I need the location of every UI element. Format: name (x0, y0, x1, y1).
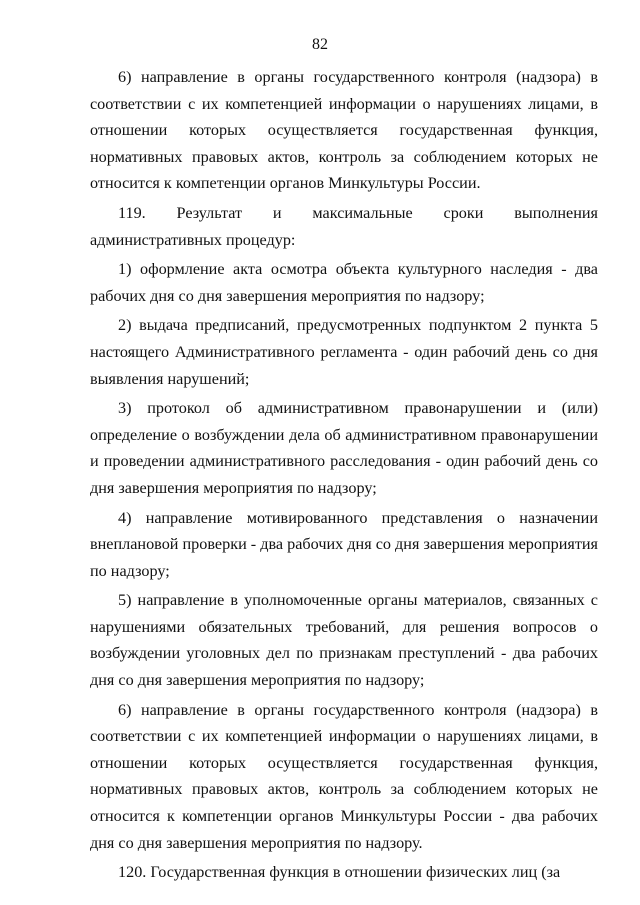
paragraph-119-item-2: 2) выдача предписаний, предусмотренных подпунктом 2 пункта 5 настоящего Административного регламента - один рабочий день со дня выявления нарушений; (90, 316, 598, 388)
paragraph-120-start: 120. Государственная функция в отношении физических лиц (за (118, 863, 561, 882)
paragraph-119-item-1: 1) оформление акта осмотра объекта культурного наследия - два рабочих дня со дня завершения мероприятия по надзору; (90, 260, 598, 305)
document-body (90, 64, 598, 886)
paragraph-119-item-3: 3) протокол об административном правонарушении и (или) определение о возбуждении дела об административном правонарушении и проведении административного расследования - один рабочий день со дня завершения мероприятия по надзору; (90, 399, 598, 497)
paragraph-119-item-6: 6) направление в органы государственного контроля (надзора) в соответствии с их компетенцией информации о нарушениях лицами, в отношении которых осуществляется государственная функция, нормативных правовых актов, контроль за соблюдением которых не относится к компетенции органов Минкультуры России - два рабочих дня со дня завершения мероприятия по надзору. (90, 700, 598, 852)
page-number: 82 (312, 36, 328, 53)
paragraph-119-item-4: 4) направление мотивированного представления о назначении внеплановой проверки - два рабочих дня со дня завершения мероприятия по надзору; (90, 508, 598, 580)
paragraph-item-6-notification: 6) направление в органы государственного контроля (надзора) в соответствии с их компетенцией информации о нарушениях лицами, в отношении которых осуществляется государственная функция, нормативных правовых актов, контроль за соблюдением которых не относится к компетенции органов Минкультуры России. (90, 68, 598, 193)
paragraph-119-item-5: 5) направление в уполномоченные органы материалов, связанных с нарушениями обязательных требований, для решения вопросов о возбуждении уголовных дел по признакам преступлений - два рабочих дня со дня завершения мероприятия по надзору; (90, 591, 598, 690)
paragraph-119-heading: 119. Результат и максимальные сроки выполнения административных процедур: (90, 203, 598, 249)
